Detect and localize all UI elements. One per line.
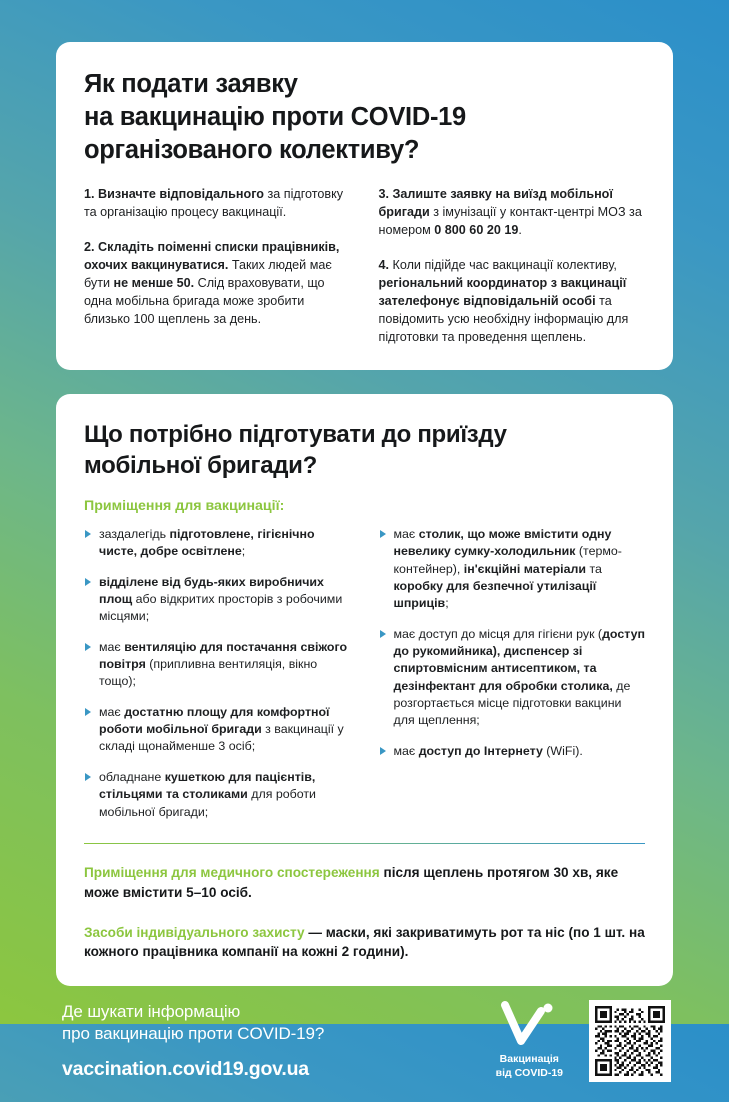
card2-title-line-2: мобільної бригади? xyxy=(84,452,317,480)
bullet-bold: кушеткою для пацієнтів, стільцями та столиками xyxy=(99,769,316,802)
footer-left xyxy=(62,1001,324,1081)
card1-column-right xyxy=(379,186,646,346)
step-4-bold-mid: регіональний координатор з вакцинації зателефонує відповідальній особі xyxy=(378,275,627,308)
bullet-pre: заздалегідь xyxy=(99,526,170,541)
step-4 xyxy=(379,257,646,346)
list-item xyxy=(379,743,646,760)
step-4-lead: Коли підійде час вакцинації колективу, xyxy=(389,258,617,273)
note-2-green: Засоби індивідуального захисту xyxy=(84,924,305,940)
step-4-number: 4. xyxy=(378,258,390,273)
bullet-post: (WiFi). xyxy=(542,743,583,758)
bullet-post: ; xyxy=(241,544,246,559)
step-3-number: 3. xyxy=(378,187,390,202)
bullet-post: де розгортається місце підготовки вакцини для щеплення; xyxy=(393,678,631,728)
brand-logo xyxy=(496,1001,563,1080)
bullet-pre: має xyxy=(99,639,125,654)
card1-title-line-3: організованого колективу? xyxy=(84,136,420,165)
bullet-post: або відкритих просторів з робочими місцями; xyxy=(99,591,343,624)
card1-columns xyxy=(84,186,645,346)
step-3-bold-lead: Залиште заявку на виїзд мобільної бригади xyxy=(378,187,613,220)
bullet-pre: має xyxy=(393,526,419,541)
list-item xyxy=(84,574,351,626)
bullet-bold: підготовлене, гігієнічно чисте, добре освітлене xyxy=(99,526,315,559)
bullet-bold: столик, що може вмістити одну невелику сумку-холодильник xyxy=(393,526,612,559)
footer-website-url[interactable]: vaccination.covid19.gov.ua xyxy=(62,1057,309,1080)
bullet-triangle-icon xyxy=(85,578,91,586)
requirements-list-right xyxy=(379,526,646,760)
bullet-post: (термо-контейнер), xyxy=(393,544,622,576)
note-1-rest: після щеплень протягом 30 хв, яке може вмістити 5–10 осіб. xyxy=(84,865,619,900)
card-how-to-apply xyxy=(56,42,673,370)
bullet-triangle-icon xyxy=(380,530,386,538)
card1-title-line-1: Як подати заявку xyxy=(84,70,298,98)
brand-caption xyxy=(496,1053,563,1080)
bullet-post-3: ; xyxy=(445,596,449,611)
card-what-to-prepare xyxy=(56,394,673,985)
card2-columns xyxy=(84,526,645,821)
list-item xyxy=(84,526,351,561)
card2-column-right xyxy=(379,526,646,821)
step-1-bold-lead: Визначте відповідального xyxy=(98,187,264,202)
footer-question-line-2: про вакцинацію проти COVID-19? xyxy=(62,1024,325,1044)
bullet-triangle-icon xyxy=(380,747,386,755)
list-item xyxy=(379,526,646,613)
list-item xyxy=(84,704,351,756)
step-2-tail: Слід враховувати, що одна мобільна бригада може зробити близько 100 щеплень за день. xyxy=(84,275,325,326)
bullet-triangle-icon xyxy=(85,643,91,651)
section-divider xyxy=(84,843,645,845)
card1-column-left xyxy=(84,186,351,346)
card1-title xyxy=(84,68,645,167)
card2-title xyxy=(84,420,645,481)
qr-code-icon xyxy=(595,1006,665,1076)
requirements-list-left xyxy=(84,526,351,821)
bullet-pre: обладнане xyxy=(99,769,165,784)
hotline-number: 0 800 60 20 19 xyxy=(434,223,519,238)
bullet-bold: відділене від будь-яких виробничих площ xyxy=(99,574,324,606)
bullet-bold: доступ до рукомийника), диспенсер зі спиртовмісним антисептиком, та дезінфектант для обробки столика, xyxy=(393,626,645,693)
step-1-number: 1. xyxy=(84,187,95,202)
step-3-tail: . xyxy=(518,223,522,238)
brand-caption-line-1: Вакцинація xyxy=(499,1053,559,1066)
list-item xyxy=(84,769,351,821)
step-2-number: 2. xyxy=(84,240,95,255)
list-item xyxy=(379,626,646,730)
step-2 xyxy=(84,239,351,328)
card1-title-line-2: на вакцинацію проти COVID-19 xyxy=(84,103,466,132)
step-2-rest: Таких людей має бути xyxy=(84,258,332,290)
bullet-bold: достатню площу для комфортної роботи мобільної бригади xyxy=(99,704,330,737)
bullet-triangle-icon xyxy=(85,773,91,781)
step-2-bold-mid: не менше 50. xyxy=(113,275,195,290)
bullet-post-2: та xyxy=(586,561,602,576)
bullet-triangle-icon xyxy=(85,708,91,716)
note-1-green: Приміщення для медичного спостереження xyxy=(84,865,380,881)
card2-subheading: Приміщення для вакцинації: xyxy=(84,497,285,514)
list-item xyxy=(84,639,351,691)
bullet-triangle-icon xyxy=(85,530,91,538)
note-2-rest: — маски, які закриватимуть рот та ніс (по 1 шт. на кожного працівника компанії на кожні 2 години). xyxy=(84,924,645,960)
note-observation-room xyxy=(84,863,645,902)
bullet-triangle-icon xyxy=(380,630,386,638)
bullet-pre: має xyxy=(99,704,125,719)
footer-question-line-1: Де шукати інформацію xyxy=(62,1001,241,1021)
bullet-pre: має xyxy=(393,743,419,758)
footer-question xyxy=(62,1001,324,1046)
bullet-bold-2: ін'єкційні матеріали xyxy=(463,561,586,576)
card2-column-left xyxy=(84,526,351,821)
step-1-rest: за підготовку та організацію процесу вакцинації. xyxy=(84,187,344,220)
vi-checkmark-logo-icon xyxy=(501,1001,557,1047)
bullet-post: з вакцинації у складі щонайменше 3 осіб; xyxy=(99,722,344,754)
bullet-bold-3: коробку для безпечної утилізації шприців xyxy=(393,578,597,611)
step-4-tail: та повідомить усю необхідну інформацію для підготовки та проведення щеплень. xyxy=(378,293,629,344)
step-3 xyxy=(379,186,646,240)
note-ppe xyxy=(84,923,645,962)
qr-code[interactable] xyxy=(589,1000,671,1082)
step-1 xyxy=(84,186,351,222)
brand-caption-line-2: від COVID-19 xyxy=(495,1066,563,1079)
step-2-bold-lead: Складіть поіменні списки працівників, охочих вакцинуватися. xyxy=(84,240,340,273)
bullet-post: для роботи мобільної бригади; xyxy=(99,787,316,819)
bullet-pre: має доступ до місця для гігієни рук ( xyxy=(393,626,603,641)
bullet-bold: вентиляцію для постачання свіжого повітря xyxy=(99,639,348,672)
footer-right xyxy=(496,1000,671,1082)
poster-footer xyxy=(56,986,673,1102)
card2-title-line-1: Що потрібно підготувати до приїзду xyxy=(84,421,507,449)
step-3-rest: з імунізації у контакт-центрі МОЗ за номером xyxy=(378,205,642,238)
bullet-bold: доступ до Інтернету xyxy=(418,743,543,758)
bullet-post: (припливна вентиляція, вікно тощо); xyxy=(99,657,318,689)
